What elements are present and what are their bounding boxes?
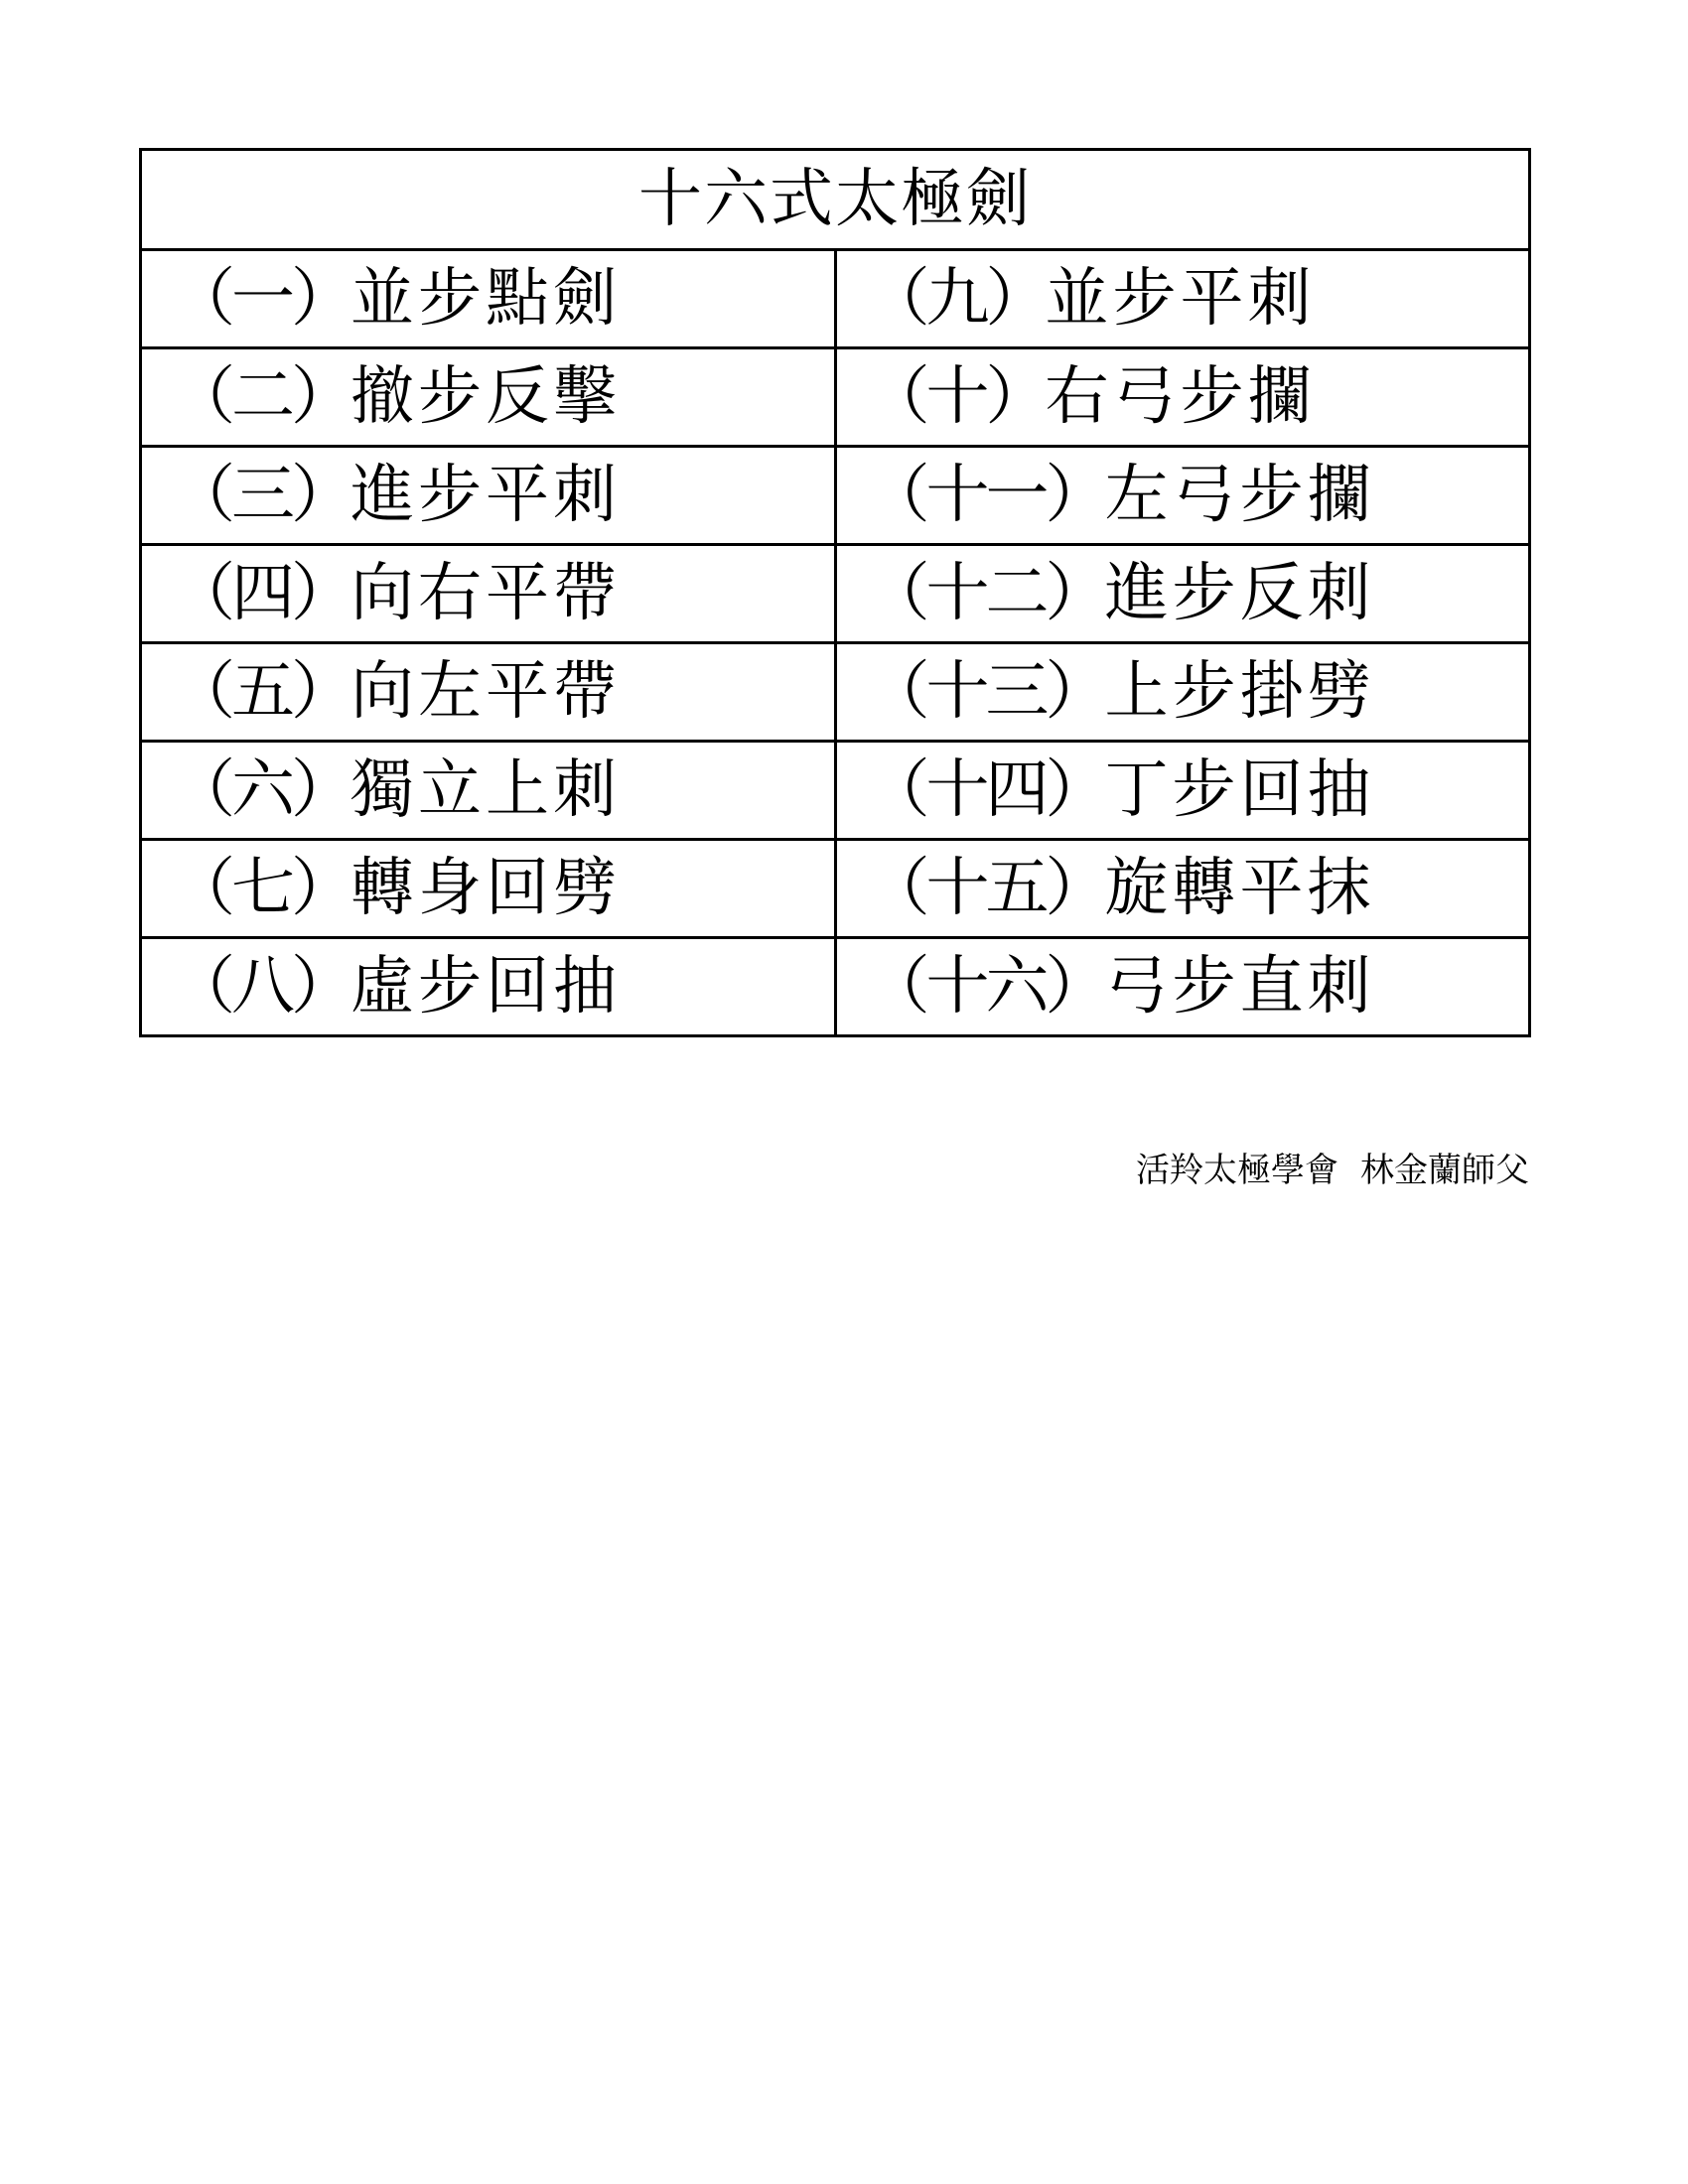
move-cell-5 <box>141 643 836 742</box>
move-name: 進步反刺 <box>1104 557 1375 630</box>
move-number: （十三） <box>866 655 1105 729</box>
move-number: （一） <box>172 262 351 336</box>
table-row <box>141 545 1530 643</box>
move-name: 虛步回抽 <box>351 950 621 1024</box>
table-row <box>141 938 1530 1036</box>
move-cell-10 <box>835 348 1530 447</box>
table-row <box>141 643 1530 742</box>
move-name: 向右平帶 <box>351 557 621 630</box>
form-title: 十六式太極劍 <box>638 163 1032 236</box>
table-row <box>141 742 1530 840</box>
table-row <box>141 250 1530 348</box>
move-name: 旋轉平抹 <box>1104 852 1375 925</box>
move-cell-11 <box>835 447 1530 545</box>
move-cell-8 <box>141 938 836 1036</box>
table-row <box>141 840 1530 938</box>
move-cell-6 <box>141 742 836 840</box>
instructor-name: 林金蘭師父 <box>1360 1151 1529 1190</box>
move-cell-15 <box>835 840 1530 938</box>
move-number: （十六） <box>866 950 1105 1024</box>
move-number: （九） <box>866 262 1046 336</box>
table-row <box>141 447 1530 545</box>
move-cell-12 <box>835 545 1530 643</box>
move-name: 丁步回抽 <box>1104 753 1375 827</box>
move-cell-7 <box>141 840 836 938</box>
move-name: 撤步反擊 <box>351 360 621 434</box>
move-cell-16 <box>835 938 1530 1036</box>
move-number: （六） <box>172 753 351 827</box>
table-title-row <box>141 150 1530 250</box>
credit-line <box>993 1151 1529 1190</box>
move-number: （五） <box>172 655 351 729</box>
move-name: 轉身回劈 <box>351 852 621 925</box>
move-number: （十二） <box>866 557 1105 630</box>
move-name: 弓步直刺 <box>1104 950 1375 1024</box>
move-cell-9 <box>835 250 1530 348</box>
move-cell-1 <box>141 250 836 348</box>
move-cell-14 <box>835 742 1530 840</box>
move-name: 並步平刺 <box>1045 262 1316 336</box>
move-name: 向左平帶 <box>351 655 621 729</box>
move-number: （十） <box>866 360 1046 434</box>
move-name: 並步點劍 <box>351 262 621 336</box>
move-number: （三） <box>172 459 351 532</box>
move-cell-13 <box>835 643 1530 742</box>
move-name: 上步掛劈 <box>1104 655 1375 729</box>
organization-name: 活羚太極學會 <box>1136 1151 1338 1190</box>
move-number: （二） <box>172 360 351 434</box>
sword-form-table <box>139 148 1531 1037</box>
move-name: 左弓步攔 <box>1104 459 1375 532</box>
move-number: （十四） <box>866 753 1105 827</box>
move-number: （四） <box>172 557 351 630</box>
table-row <box>141 348 1530 447</box>
move-cell-3 <box>141 447 836 545</box>
move-cell-4 <box>141 545 836 643</box>
move-cell-2 <box>141 348 836 447</box>
move-number: （八） <box>172 950 351 1024</box>
move-number: （十一） <box>866 459 1105 532</box>
move-name: 右弓步攔 <box>1045 360 1316 434</box>
table-title-cell <box>141 150 1530 250</box>
move-number: （七） <box>172 852 351 925</box>
move-name: 進步平刺 <box>351 459 621 532</box>
move-number: （十五） <box>866 852 1105 925</box>
move-name: 獨立上刺 <box>351 753 621 827</box>
